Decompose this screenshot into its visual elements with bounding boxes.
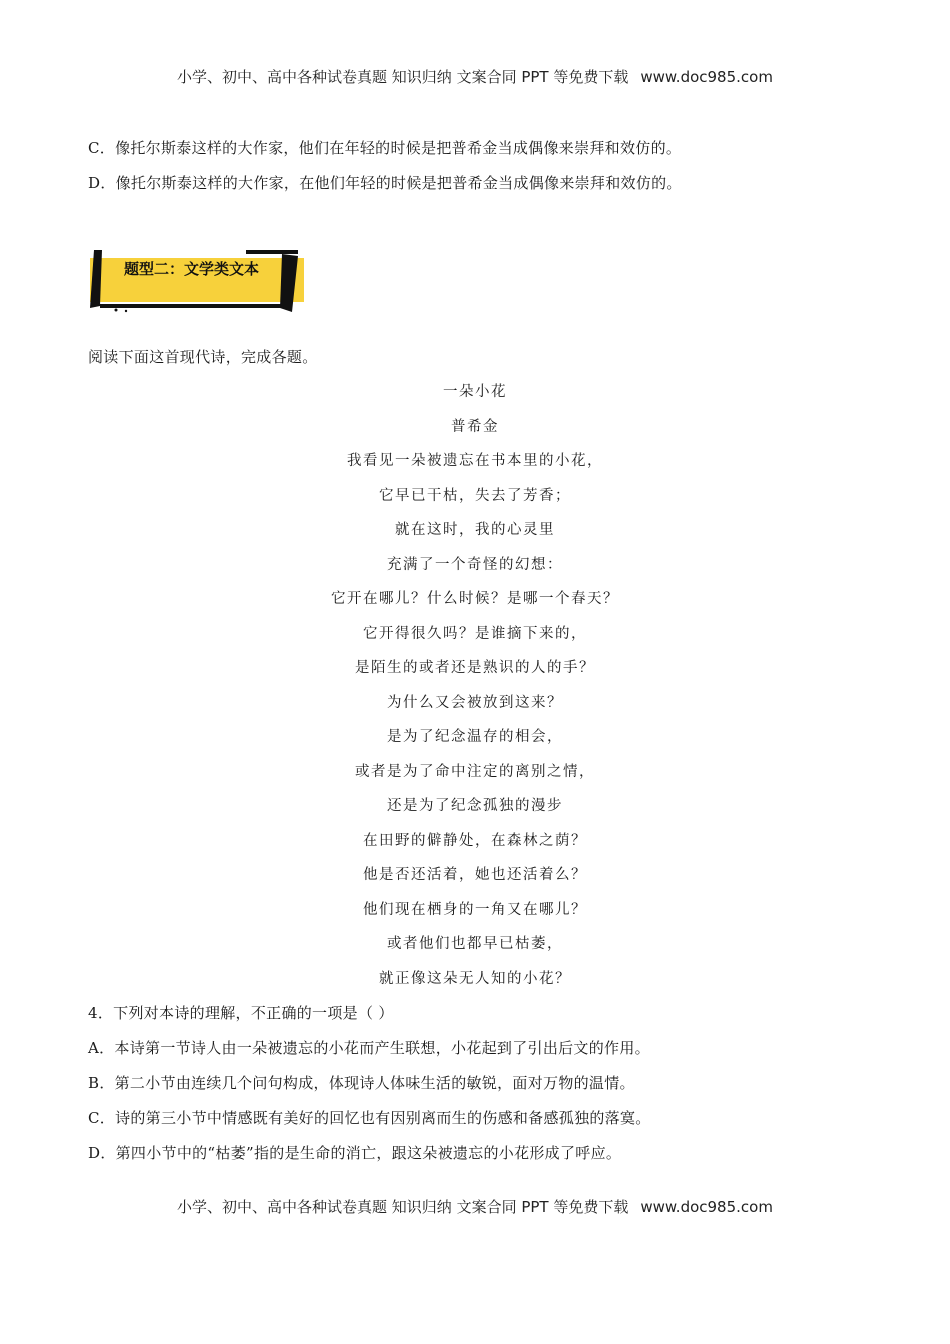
- option-d-prev: D．像托尔斯泰这样的大作家，在他们年轻的时候是把普希金当成偶像来崇拜和效仿的。: [88, 174, 682, 192]
- section-title: 题型二：文学类文本: [124, 260, 260, 278]
- poem: [0, 380, 950, 1001]
- instruction-text: 阅读下面这首现代诗，完成各题。: [88, 348, 318, 366]
- poem-line: 它开得很久吗？是谁摘下来的，: [363, 625, 587, 642]
- poem-line: 或者是为了命中注定的离别之情，: [355, 763, 595, 780]
- poem-line: 他们现在栖身的一角又在哪儿？: [363, 901, 587, 918]
- poem-line: 它早已干枯，失去了芳香；: [379, 487, 571, 504]
- poem-line: 就正像这朵无人知的小花？: [379, 970, 571, 987]
- poem-title: 一朵小花: [443, 384, 507, 400]
- poem-line: 就在这时，我的心灵里: [395, 522, 555, 538]
- question-option-c: C．诗的第三小节中情感既有美好的回忆也有因别离而生的伤感和备感孤独的落寞。: [88, 1109, 651, 1127]
- footer-url[interactable]: www.doc985.com: [640, 1198, 773, 1216]
- poem-line: 他是否还活着，她也还活着么？: [363, 867, 587, 883]
- question-option-a: A．本诗第一节诗人由一朵被遗忘的小花而产生联想，小花起到了引出后文的作用。: [88, 1039, 650, 1057]
- option-c-prev: C．像托尔斯泰这样的大作家，他们在年轻的时候是把普希金当成偶像来崇拜和效仿的。: [88, 139, 682, 157]
- question-option-d: D．第四小节中的“枯萎”指的是生命的消亡，跟这朵被遗忘的小花形成了呼应。: [88, 1144, 622, 1162]
- page-footer: [0, 1196, 950, 1217]
- poem-line: 为什么又会被放到这来？: [387, 694, 563, 711]
- question-stem: 4．下列对本诗的理解，不正确的一项是（ ）: [88, 1004, 394, 1022]
- poem-line: 是陌生的或者还是熟识的人的手？: [355, 660, 595, 676]
- poem-line: 在田野的僻静处，在森林之荫？: [363, 832, 587, 849]
- poem-line: 我看见一朵被遗忘在书本里的小花，: [347, 453, 603, 469]
- footer-text: 小学、初中、高中各种试卷真题 知识归纳 文案合同 PPT 等免费下载: [177, 1198, 629, 1216]
- poem-line: 或者他们也都早已枯萎，: [387, 936, 563, 952]
- poem-author: 普希金: [451, 418, 499, 435]
- poem-line: 还是为了纪念孤独的漫步: [387, 798, 563, 814]
- question-option-b: B．第二小节由连续几个问句构成，体现诗人体味生活的敏锐，面对万物的温情。: [88, 1074, 635, 1092]
- header-url[interactable]: www.doc985.com: [640, 68, 773, 86]
- poem-line: 充满了一个奇怪的幻想：: [387, 556, 563, 573]
- poem-line: 是为了纪念温存的相会，: [387, 729, 563, 745]
- page-header: [0, 66, 950, 87]
- header-text: 小学、初中、高中各种试卷真题 知识归纳 文案合同 PPT 等免费下载: [177, 68, 629, 86]
- section-banner: [86, 248, 308, 314]
- poem-line: 它开在哪儿？什么时候？是哪一个春天？: [331, 591, 619, 607]
